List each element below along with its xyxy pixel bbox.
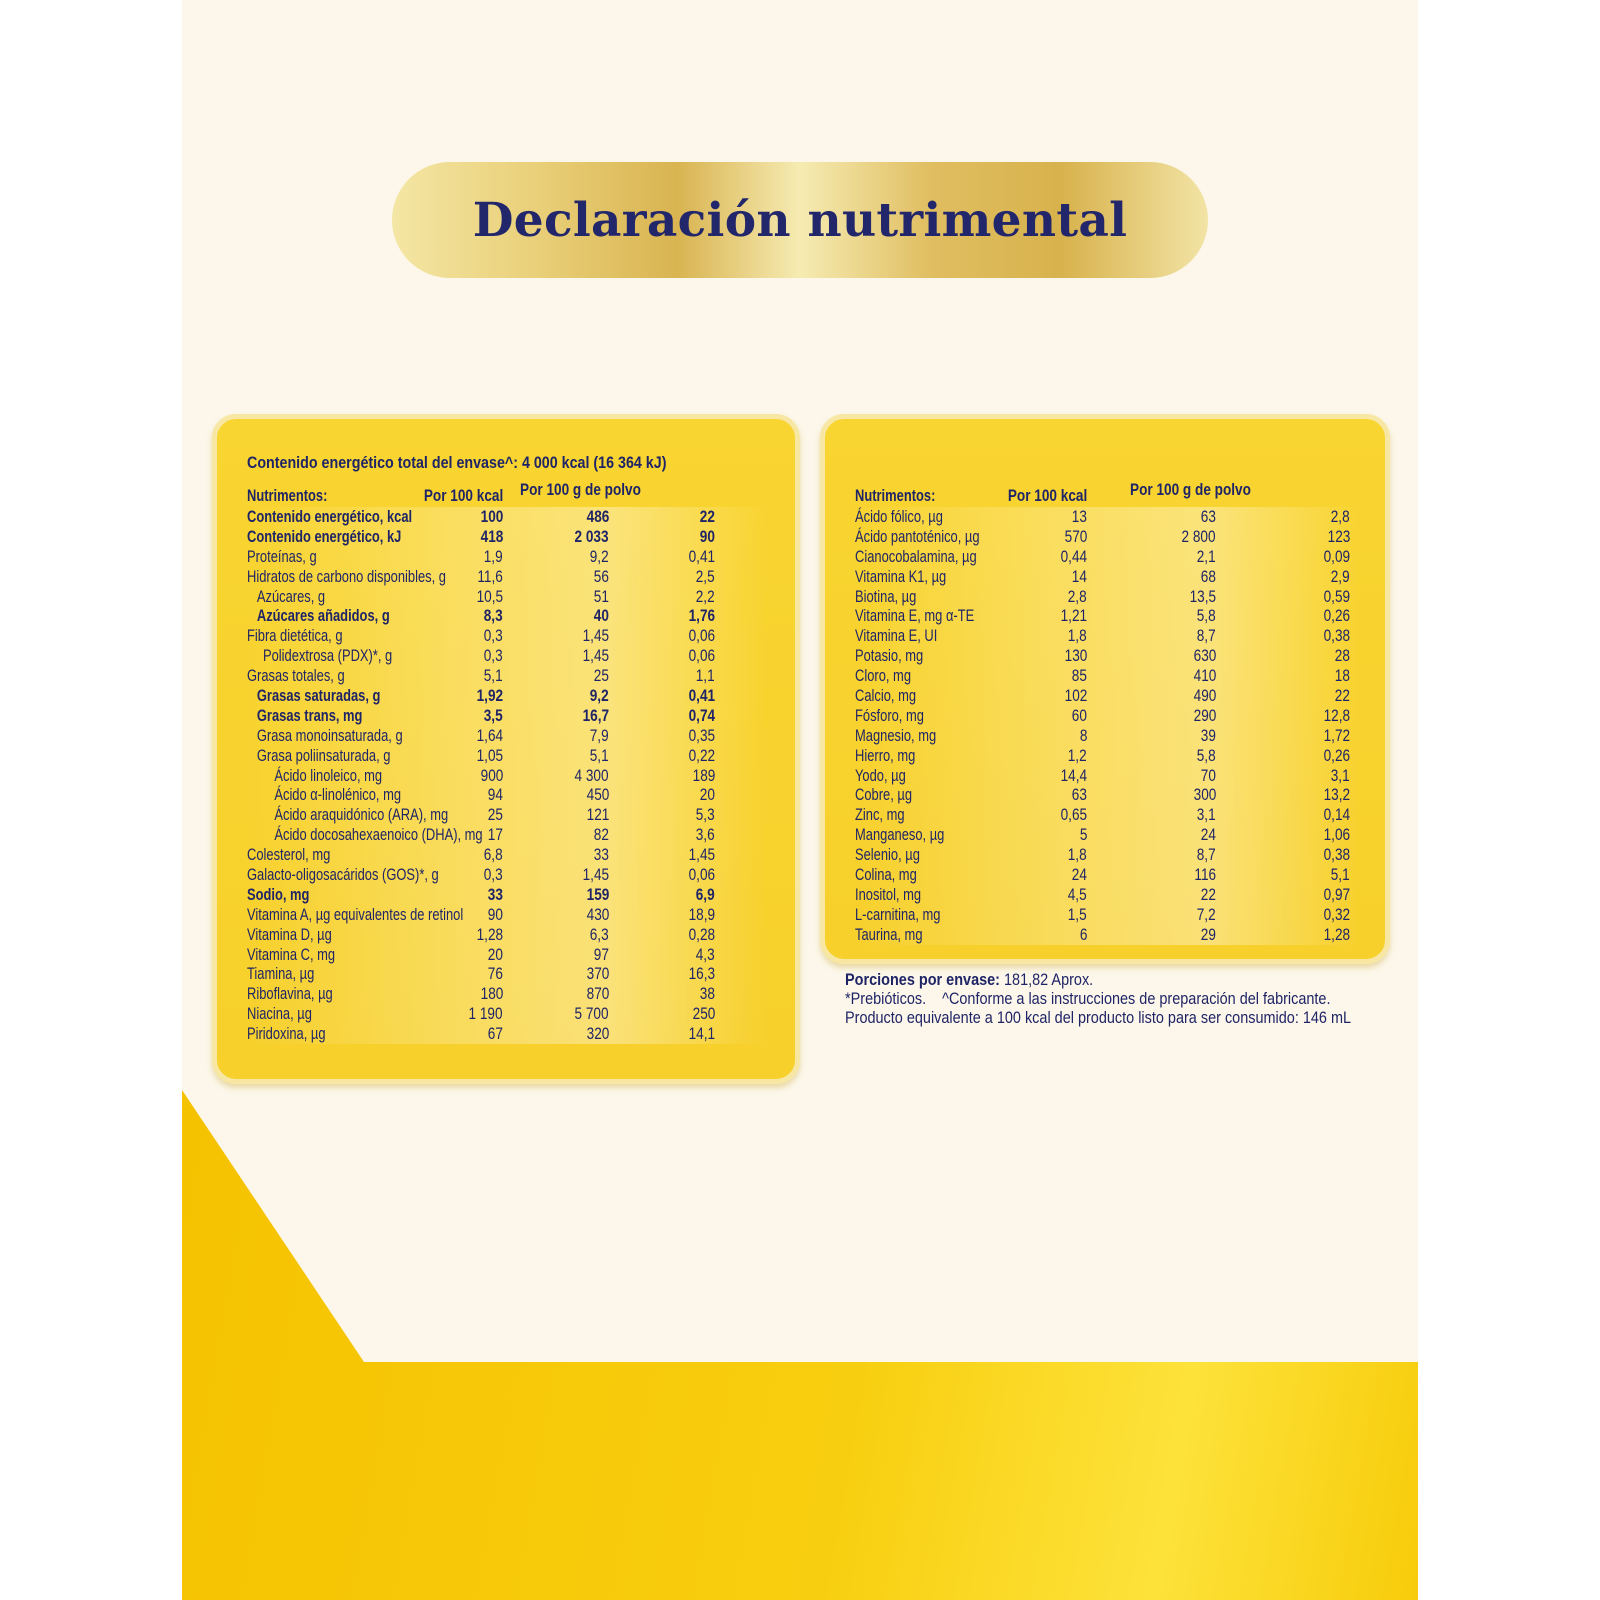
rows-left	[247, 507, 767, 1044]
value-per-serving: 3,6	[696, 825, 715, 845]
table-row	[247, 686, 767, 706]
nutrient-name: Yodo, µg	[855, 765, 906, 785]
value-per-100kcal: 0,3	[484, 646, 503, 666]
value-per-serving: 1,1	[696, 666, 715, 686]
table-row	[247, 626, 767, 646]
nutrient-name: Vitamina D, µg	[247, 924, 332, 944]
value-per-100kcal: 13	[1071, 507, 1087, 526]
value-per-100kcal: 570	[1064, 526, 1087, 546]
value-per-100kcal: 24	[1071, 865, 1087, 885]
value-per-100g: 9,2	[590, 546, 609, 566]
value-per-serving: 0,74	[688, 705, 715, 725]
value-per-100g: 121	[586, 805, 609, 825]
value-per-100g: 25	[593, 666, 609, 686]
value-per-100kcal: 5,1	[484, 666, 503, 686]
value-per-100kcal: 0,65	[1060, 805, 1087, 825]
table-row	[855, 507, 1360, 527]
table-row	[855, 746, 1360, 766]
nutrient-name: Ácido fólico, µg	[855, 507, 943, 526]
table-row	[855, 527, 1360, 547]
title-banner	[392, 162, 1208, 278]
value-per-100g: 70	[1200, 765, 1216, 785]
value-per-100g: 97	[593, 944, 609, 964]
table-row	[247, 527, 767, 547]
table-row	[855, 726, 1360, 746]
nutrient-name: Vitamina E, mg α-TE	[855, 606, 975, 626]
value-per-100g: 33	[593, 845, 609, 865]
nutrient-name: Tiamina, µg	[247, 964, 315, 984]
table-row	[855, 626, 1360, 646]
value-per-100g: 4 300	[574, 765, 609, 785]
table-row	[247, 964, 767, 984]
nutrient-name: Cianocobalamina, µg	[855, 546, 977, 566]
value-per-100kcal: 0,3	[484, 865, 503, 885]
nutrient-name: Taurina, mg	[855, 924, 923, 944]
table-row	[247, 507, 767, 527]
nutrient-name: Colesterol, mg	[247, 845, 331, 865]
nutrient-name: Ácido α-linolénico, mg	[274, 785, 402, 805]
value-per-100kcal: 63	[1071, 785, 1087, 805]
nutrient-name: Piridoxina, µg	[247, 1024, 326, 1044]
value-per-100kcal: 3,5	[484, 705, 503, 725]
nutrient-name: Ácido linoleico, mg	[274, 765, 383, 785]
header-nutrients: Nutrimentos:	[855, 486, 936, 505]
table-row	[855, 865, 1360, 885]
value-per-serving: 14,1	[688, 1024, 715, 1044]
value-per-100kcal: 5	[1079, 825, 1087, 845]
nutrient-name: Zinc, mg	[855, 805, 905, 825]
value-per-serving: 4,3	[696, 944, 715, 964]
footnotes	[845, 970, 1440, 1027]
portions-value: 181,82 Aprox.	[1004, 970, 1094, 989]
value-per-100kcal: 0,3	[484, 626, 503, 646]
nutrient-name: Magnesio, mg	[855, 725, 937, 745]
value-per-100kcal: 100	[480, 507, 503, 526]
table-row	[247, 825, 767, 845]
value-per-100g: 300	[1193, 785, 1216, 805]
table-row	[247, 925, 767, 945]
value-per-100g: 7,2	[1197, 904, 1216, 924]
value-per-100g: 159	[586, 884, 609, 904]
value-per-serving: 16,3	[688, 964, 715, 984]
value-per-100g: 1,45	[582, 646, 609, 666]
nutrient-name: Ácido pantoténico, µg	[855, 526, 980, 546]
table-row	[247, 845, 767, 865]
table-row	[855, 706, 1360, 726]
value-per-serving: 0,06	[688, 646, 715, 666]
nutrient-name: Galacto-oligosacáridos (GOS)*, g	[247, 865, 439, 885]
value-per-100kcal: 85	[1071, 666, 1087, 686]
header-per-100g: Por 100 g de polvo	[520, 480, 641, 499]
table-row	[247, 885, 767, 905]
energy-total: Contenido energético total del envase^: 4 000 kcal (16 364 kJ)	[247, 453, 667, 472]
value-per-100g: 870	[586, 984, 609, 1004]
table-row	[855, 766, 1360, 786]
value-per-100g: 2,1	[1197, 546, 1216, 566]
table-row	[247, 785, 767, 805]
value-per-100g: 1,45	[582, 865, 609, 885]
nutrient-name: Hidratos de carbono disponibles, g	[247, 566, 446, 586]
value-per-serving: 250	[692, 1004, 715, 1024]
value-per-serving: 18,9	[688, 904, 715, 924]
value-per-100g: 56	[593, 566, 609, 586]
value-per-serving: 28	[1334, 646, 1350, 666]
table-header	[855, 480, 1360, 507]
header-per-100g: Por 100 g de polvo	[1130, 480, 1251, 499]
value-per-100kcal: 1,92	[476, 686, 503, 706]
table-row	[247, 547, 767, 567]
table-row	[855, 587, 1360, 607]
value-per-serving: 22	[699, 507, 715, 526]
table-row	[247, 905, 767, 925]
table-row	[855, 845, 1360, 865]
nutrient-name: Grasas saturadas, g	[256, 686, 381, 706]
table-row	[247, 865, 767, 885]
value-per-100kcal: 130	[1064, 646, 1087, 666]
table-row	[247, 706, 767, 726]
nutrient-name: Biotina, µg	[855, 586, 917, 606]
nutrient-name: Contenido energético, kcal	[247, 507, 413, 526]
value-per-100g: 5,8	[1197, 745, 1216, 765]
value-per-100kcal: 90	[487, 904, 503, 924]
nutrient-name: Potasio, mg	[855, 646, 924, 666]
value-per-100g: 5,1	[590, 745, 609, 765]
value-per-100kcal: 1,8	[1068, 626, 1087, 646]
table-row	[855, 606, 1360, 626]
value-per-serving: 0,06	[688, 865, 715, 885]
value-per-serving: 2,5	[696, 566, 715, 586]
nutrient-name: Niacina, µg	[247, 1004, 312, 1024]
nutrient-name: Cloro, mg	[855, 666, 912, 686]
table-body-left	[247, 480, 767, 1044]
value-per-serving: 1,28	[1323, 924, 1350, 944]
value-per-100g: 5 700	[574, 1004, 609, 1024]
value-per-serving: 0,32	[1323, 904, 1350, 924]
value-per-100g: 82	[593, 825, 609, 845]
table-row	[855, 686, 1360, 706]
value-per-100kcal: 1,21	[1060, 606, 1087, 626]
table-row	[855, 905, 1360, 925]
value-per-100kcal: 67	[487, 1024, 503, 1044]
value-per-100kcal: 14	[1071, 566, 1087, 586]
value-per-100kcal: 94	[487, 785, 503, 805]
value-per-serving: 2,8	[1331, 507, 1350, 526]
table-row	[247, 587, 767, 607]
value-per-100g: 8,7	[1197, 845, 1216, 865]
table-row	[247, 1004, 767, 1024]
value-per-100kcal: 33	[487, 884, 503, 904]
table-row	[855, 646, 1360, 666]
value-per-100g: 5,8	[1197, 606, 1216, 626]
value-per-100g: 68	[1200, 566, 1216, 586]
table-row	[855, 666, 1360, 686]
value-per-100kcal: 1,8	[1068, 845, 1087, 865]
value-per-serving: 22	[1334, 686, 1350, 706]
value-per-100g: 40	[593, 606, 609, 626]
value-per-serving: 123	[1327, 526, 1350, 546]
nutrient-name: Grasas trans, mg	[256, 705, 363, 725]
nutrient-name: Sodio, mg	[247, 884, 310, 904]
nutrient-name: Grasa monoinsaturada, g	[256, 725, 403, 745]
value-per-100g: 63	[1200, 507, 1216, 526]
value-per-100g: 116	[1194, 865, 1216, 885]
value-per-serving: 0,14	[1323, 805, 1350, 825]
value-per-100kcal: 1,2	[1068, 745, 1087, 765]
table-row	[247, 805, 767, 825]
nutrient-name: Grasas totales, g	[247, 666, 345, 686]
value-per-serving: 0,22	[688, 745, 715, 765]
value-per-100kcal: 11,6	[477, 566, 503, 586]
table-row	[855, 805, 1360, 825]
value-per-serving: 0,09	[1323, 546, 1350, 566]
value-per-serving: 0,26	[1323, 745, 1350, 765]
value-per-serving: 5,1	[1331, 865, 1350, 885]
table-row	[855, 885, 1360, 905]
table-row	[855, 925, 1360, 945]
table-row	[247, 606, 767, 626]
value-per-100g: 486	[586, 507, 609, 526]
value-per-serving: 6,9	[696, 884, 715, 904]
value-per-100kcal: 102	[1064, 686, 1087, 706]
value-per-100kcal: 4,5	[1068, 884, 1087, 904]
nutrient-name: Fósforo, mg	[855, 705, 924, 725]
value-per-100g: 2 800	[1181, 526, 1216, 546]
table-row	[247, 766, 767, 786]
nutrient-name: Selenio, µg	[855, 845, 920, 865]
table-row	[247, 646, 767, 666]
value-per-100kcal: 10,5	[476, 586, 503, 606]
value-per-serving: 0,59	[1323, 586, 1350, 606]
value-per-100g: 1,45	[582, 626, 609, 646]
nutrition-table-left	[212, 414, 800, 1084]
value-per-serving: 0,26	[1323, 606, 1350, 626]
decorative-yellow-shape	[182, 1090, 1418, 1600]
header-per-100kcal: Por 100 kcal	[423, 486, 503, 505]
table-row	[855, 785, 1360, 805]
table-row	[855, 825, 1360, 845]
value-per-100g: 8,7	[1197, 626, 1216, 646]
equivalence-note: Producto equivalente a 100 kcal del producto listo para ser consumido: 146 mL	[845, 1008, 1352, 1027]
value-per-100kcal: 2,8	[1068, 586, 1087, 606]
value-per-100g: 6,3	[590, 924, 609, 944]
value-per-serving: 3,1	[1331, 765, 1350, 785]
portions-label: Porciones por envase:	[845, 970, 1000, 989]
table-row	[247, 746, 767, 766]
table-row	[855, 567, 1360, 587]
value-per-serving: 1,72	[1323, 725, 1350, 745]
value-per-100kcal: 1,9	[484, 546, 503, 566]
table-row	[247, 567, 767, 587]
value-per-100g: 9,2	[590, 686, 609, 706]
header-per-100kcal: Por 100 kcal	[1007, 486, 1087, 505]
table-row	[247, 726, 767, 746]
value-per-100kcal: 17	[487, 825, 503, 845]
table-body-right	[855, 480, 1360, 945]
value-per-100g: 370	[586, 964, 609, 984]
value-per-100g: 290	[1193, 705, 1216, 725]
table-row	[247, 945, 767, 965]
value-per-100g: 13,5	[1189, 586, 1216, 606]
value-per-100kcal: 20	[487, 944, 503, 964]
value-per-100kcal: 418	[480, 526, 503, 546]
value-per-100g: 24	[1200, 825, 1216, 845]
nutrient-name: Fibra dietética, g	[247, 626, 343, 646]
value-per-100kcal: 0,44	[1060, 546, 1087, 566]
nutrient-name: Azúcares, g	[256, 586, 326, 606]
nutrient-name: L-carnitina, mg	[855, 904, 941, 924]
value-per-serving: 0,38	[1323, 845, 1350, 865]
table-row	[247, 984, 767, 1004]
value-per-100kcal: 1,5	[1068, 904, 1087, 924]
value-per-100kcal: 1 190	[468, 1004, 503, 1024]
nutrient-name: Azúcares añadidos, g	[256, 606, 390, 626]
value-per-serving: 5,3	[696, 805, 715, 825]
value-per-100g: 430	[586, 904, 609, 924]
value-per-100kcal: 6,8	[484, 845, 503, 865]
page-title: Declaración nutrimental	[472, 192, 1128, 248]
value-per-serving: 0,28	[688, 924, 715, 944]
value-per-serving: 0,97	[1323, 884, 1350, 904]
nutrient-name: Manganeso, µg	[855, 825, 945, 845]
value-per-100kcal: 14,4	[1060, 765, 1087, 785]
nutrient-name: Vitamina A, µg equivalentes de retinol	[247, 904, 464, 924]
value-per-serving: 90	[699, 526, 715, 546]
nutrient-name: Hierro, mg	[855, 745, 916, 765]
table-header	[247, 480, 767, 507]
nutrient-name: Vitamina K1, µg	[855, 566, 947, 586]
nutrient-name: Proteínas, g	[247, 546, 317, 566]
nutrient-name: Vitamina E, UI	[855, 626, 938, 646]
value-per-100g: 320	[586, 1024, 609, 1044]
value-per-100g: 16,7	[582, 705, 609, 725]
nutrient-name: Cobre, µg	[855, 785, 912, 805]
value-per-100g: 29	[1200, 924, 1216, 944]
value-per-serving: 0,41	[688, 546, 715, 566]
value-per-serving: 189	[692, 765, 715, 785]
value-per-100kcal: 8,3	[484, 606, 503, 626]
value-per-100g: 2 033	[574, 526, 609, 546]
value-per-100kcal: 900	[480, 765, 503, 785]
value-per-100kcal: 1,05	[476, 745, 503, 765]
value-per-100g: 3,1	[1197, 805, 1216, 825]
value-per-100kcal: 76	[487, 964, 503, 984]
value-per-100kcal: 8	[1079, 725, 1087, 745]
value-per-serving: 0,06	[688, 626, 715, 646]
nutrient-name: Grasa poliinsaturada, g	[256, 745, 391, 765]
value-per-100g: 630	[1193, 646, 1216, 666]
value-per-100g: 39	[1200, 725, 1216, 745]
value-per-100kcal: 25	[487, 805, 503, 825]
value-per-100g: 51	[593, 586, 609, 606]
value-per-100kcal: 180	[480, 984, 503, 1004]
nutrient-name: Inositol, mg	[855, 884, 922, 904]
nutrient-name: Ácido araquidónico (ARA), mg	[274, 805, 449, 825]
nutrient-name: Ácido docosahexaenoico (DHA), mg	[274, 825, 483, 845]
nutrient-name: Colina, mg	[855, 865, 917, 885]
nutrient-name: Contenido energético, kJ	[247, 526, 402, 546]
value-per-100kcal: 1,64	[476, 725, 503, 745]
value-per-serving: 2,2	[696, 586, 715, 606]
nutrient-name: Vitamina C, mg	[247, 944, 336, 964]
value-per-100kcal: 6	[1079, 924, 1087, 944]
value-per-100kcal: 1,28	[476, 924, 503, 944]
value-per-100g: 490	[1193, 686, 1216, 706]
portions-line	[845, 970, 1351, 989]
nutrient-name: Calcio, mg	[855, 686, 917, 706]
nutrient-name: Polidextrosa (PDX)*, g	[262, 646, 393, 666]
value-per-serving: 0,41	[688, 686, 715, 706]
value-per-serving: 1,45	[688, 845, 715, 865]
value-per-serving: 1,06	[1323, 825, 1350, 845]
value-per-100kcal: 60	[1071, 705, 1087, 725]
value-per-serving: 12,8	[1323, 705, 1350, 725]
value-per-serving: 0,35	[688, 725, 715, 745]
value-per-serving: 13,2	[1323, 785, 1350, 805]
table-row	[855, 547, 1360, 567]
nutrient-name: Riboflavina, µg	[247, 984, 333, 1004]
header-nutrients: Nutrimentos:	[247, 486, 328, 505]
value-per-serving: 18	[1334, 666, 1350, 686]
value-per-100g: 410	[1193, 666, 1216, 686]
value-per-serving: 38	[699, 984, 715, 1004]
value-per-100g: 7,9	[590, 725, 609, 745]
table-row	[247, 666, 767, 686]
value-per-serving: 1,76	[688, 606, 715, 626]
table-row	[247, 1024, 767, 1044]
prebiotics-note: *Prebióticos. ^Conforme a las instrucciones de preparación del fabricante.	[845, 989, 1331, 1008]
rows-right	[855, 507, 1360, 945]
value-per-serving: 2,9	[1331, 566, 1350, 586]
value-per-serving: 20	[699, 785, 715, 805]
nutrition-table-right	[820, 414, 1390, 964]
value-per-100g: 22	[1200, 884, 1216, 904]
value-per-serving: 0,38	[1323, 626, 1350, 646]
value-per-100g: 450	[586, 785, 609, 805]
